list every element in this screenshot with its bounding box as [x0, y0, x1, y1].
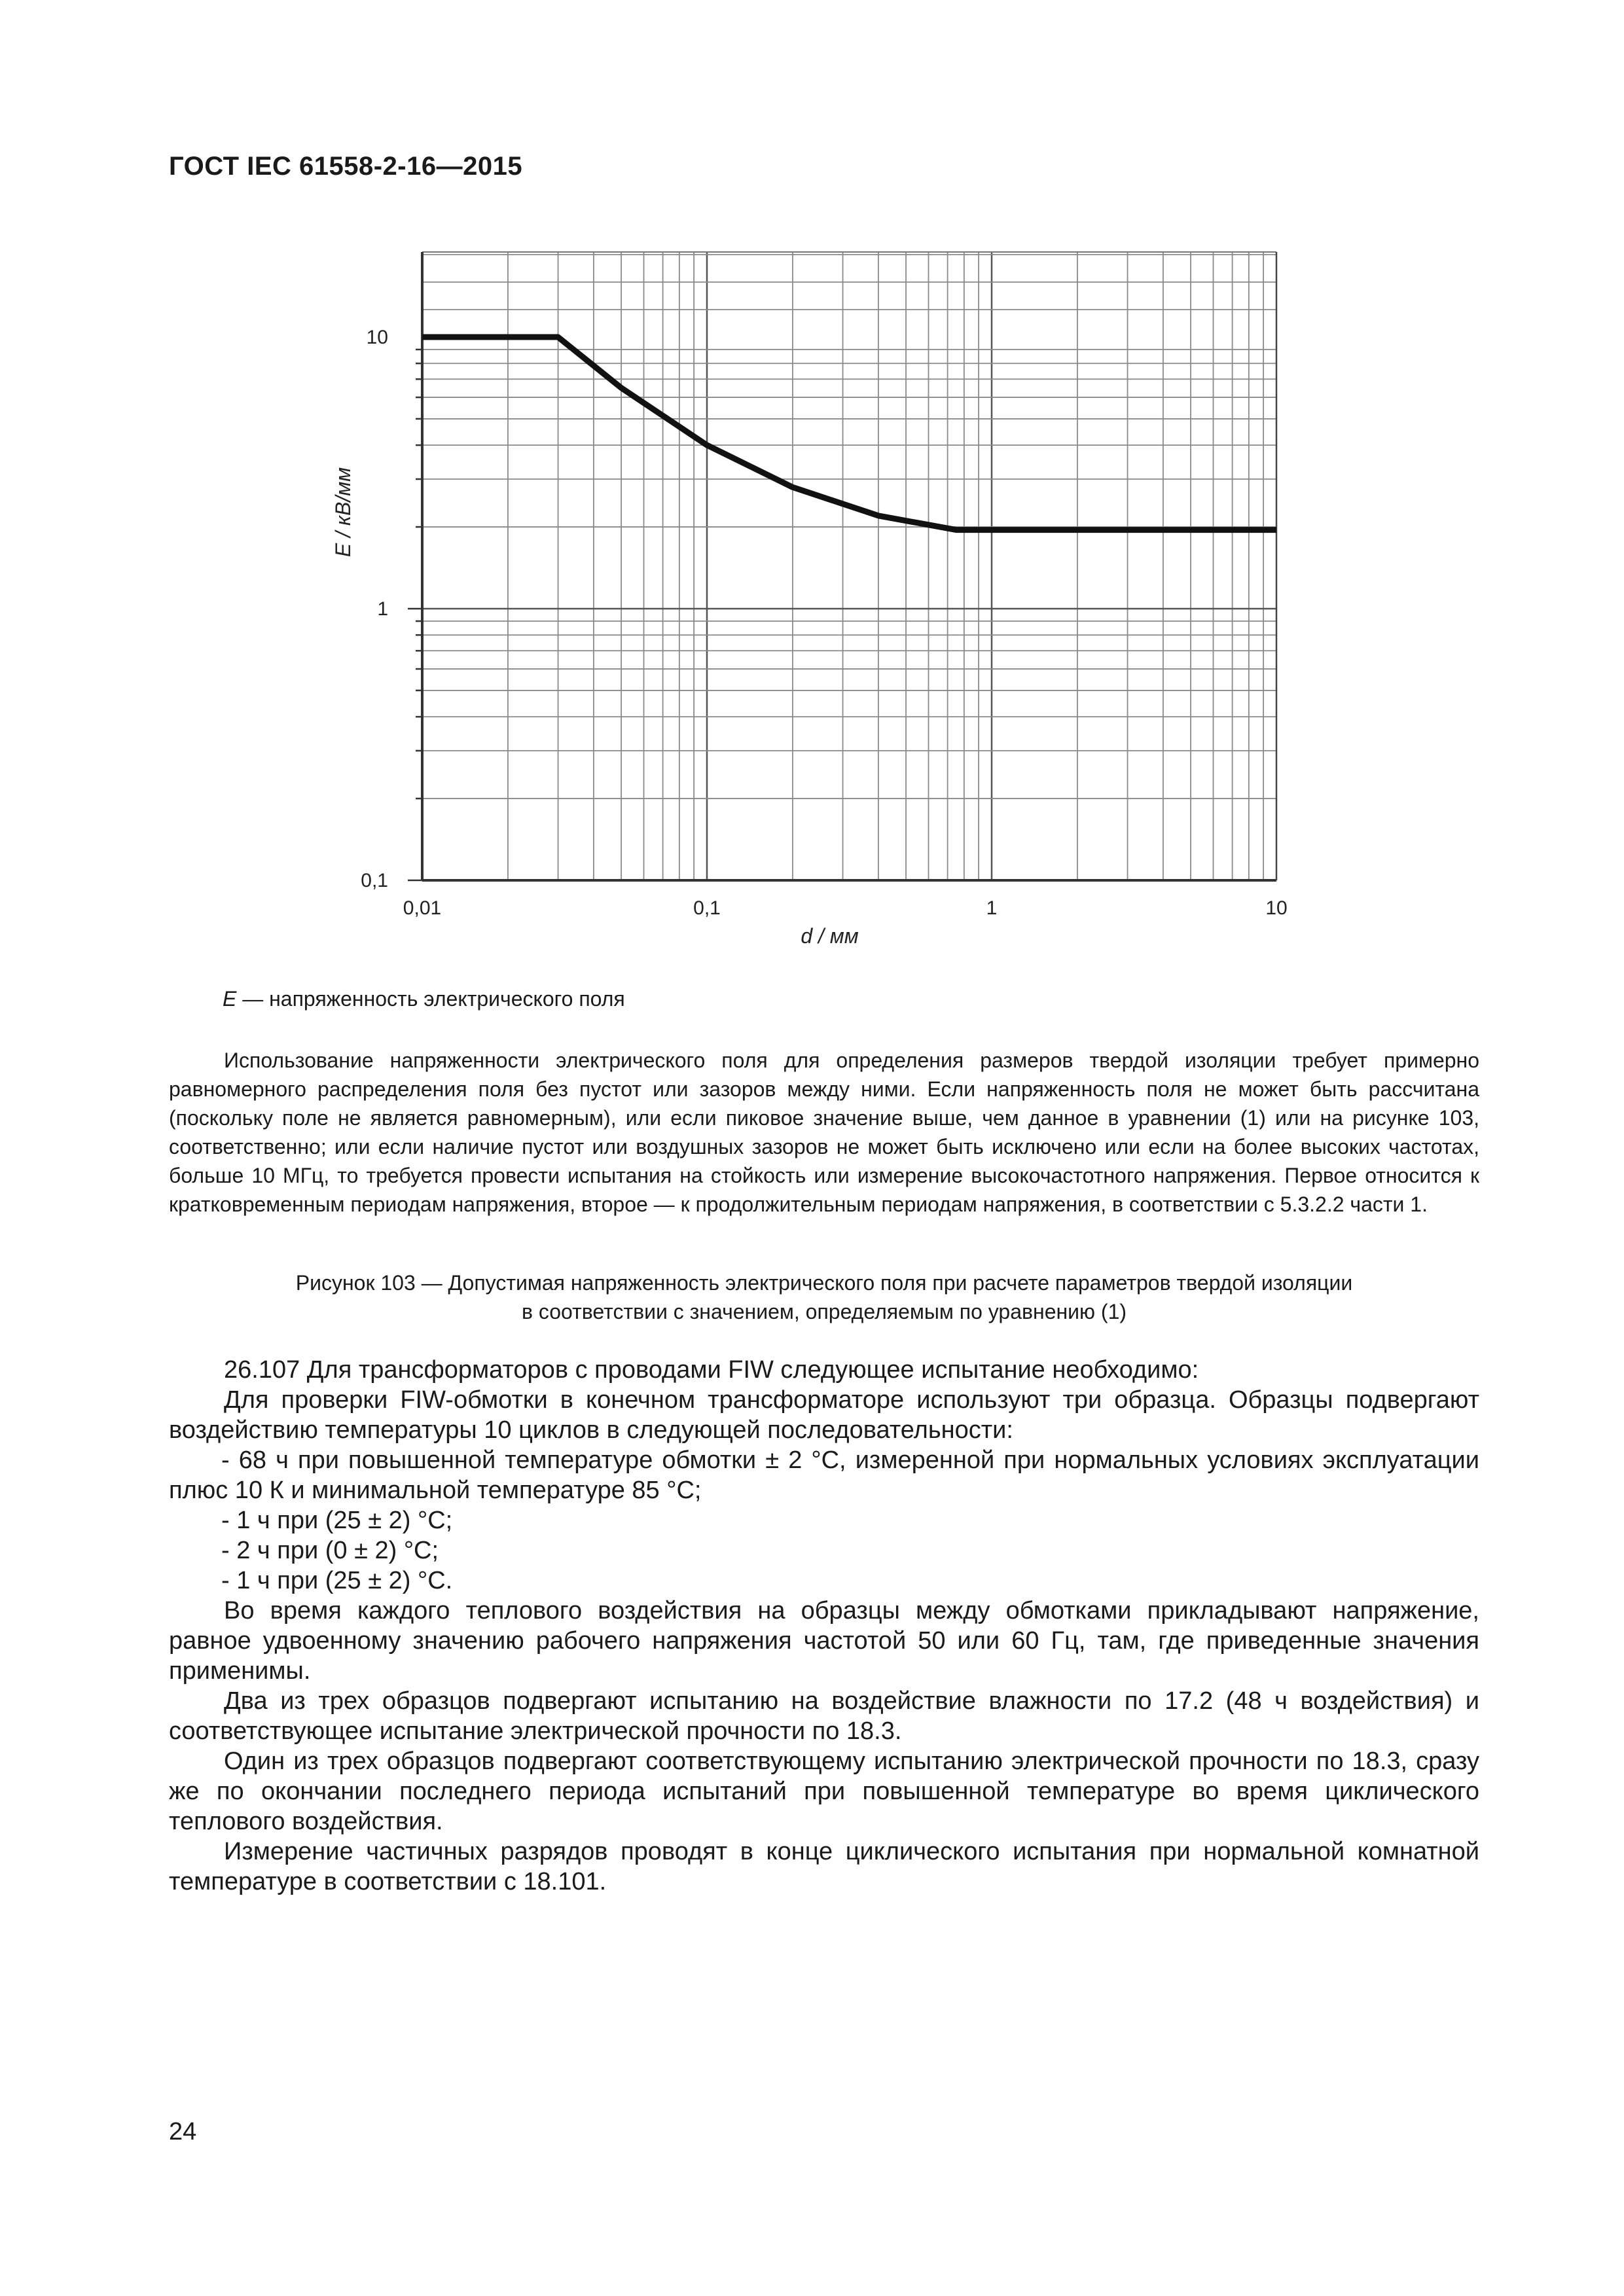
document-header: ГОСТ IEC 61558-2-16—2015 [169, 152, 523, 181]
y-tick-label: 10 [366, 327, 388, 348]
figure-caption [169, 1268, 1479, 1326]
list-item: - 1 ч при (25 ± 2) °С. [221, 1567, 453, 1594]
clause-heading: 26.107 Для трансформаторов с проводами FIW следующее испытание необходимо: [224, 1356, 1199, 1384]
y-axis-label: E / кВ/мм [331, 467, 355, 558]
list-item: - 2 ч при (0 ± 2) °С; [221, 1537, 439, 1564]
paragraph: Один из трех образцов подвергают соответствующему испытанию электрической прочности по 18.3, сразу же по окончании последнего периода испытаний при повышенной температуре во время циклического теплового воздействия. [169, 1748, 1479, 1835]
paragraph: Во время каждого теплового воздействия на образцы между обмотками прикладывают напряжение, равное удвоенному значению рабочего напряжения частотой 50 или 60 Гц, там, где приведенные значения применимы. [169, 1597, 1479, 1685]
y-tick-label: 0,1 [361, 870, 388, 891]
legend-text: — напряженность электрического поля [236, 987, 625, 1011]
chart-legend [223, 987, 625, 1011]
figure-note [169, 1046, 1479, 1219]
paragraph: Для проверки FIW-обмотки в конечном трансформаторе используют три образца. Образцы подвергают воздействию температуры 10 циклов в следующей последовательности: [169, 1386, 1479, 1444]
legend-symbol: E [223, 987, 237, 1011]
caption-line-2: в соответствии с значением, определяемым по уравнению (1) [521, 1300, 1127, 1323]
x-tick-label: 0,01 [403, 897, 442, 919]
body-text [169, 1355, 1479, 1897]
page-number: 24 [169, 2118, 197, 2145]
paragraph: Два из трех образцов подвергают испытанию на воздействие влажности по 17.2 (48 ч воздействия) и соответствующее испытание электрической прочности по 18.3. [169, 1687, 1479, 1745]
list-item: - 1 ч при (25 ± 2) °С; [221, 1507, 453, 1534]
list-item: - 68 ч при повышенной температуре обмотки ± 2 °С, измеренной при нормальных условиях эксплуатации плюс 10 К и минимальной температуре 85 °С; [169, 1446, 1479, 1504]
x-axis-label: d / мм [801, 924, 859, 948]
field-strength-chart [0, 0, 1624, 982]
caption-line-1: Рисунок 103 — Допустимая напряженность электрического поля при расчете параметров твердой изоляции [295, 1271, 1353, 1295]
x-tick-label: 10 [1265, 897, 1288, 919]
x-tick-label: 1 [986, 897, 998, 919]
y-tick-label: 1 [377, 598, 388, 620]
figure-note-text: Использование напряженности электрического поля для определения размеров твердой изоляции требует примерно равномерного распределения поля без пустот или зазоров между ними. Если напряженность поля не может быть рассчитана (поскольку поле не является равномерным), или если пиковое значение выше, чем данное в уравнении (1) или на рисунке 103, соответственно; или если наличие пустот или воздушных зазоров не может быть исключено или если на более высоких частотах, больше 10 МГц, то требуется провести испытания на стойкость или измерение высокочастотного напряжения. Первое относится к кратковременным периодам напряжения, второе — к продолжительным периодам напряжения, в соответствии с 5.3.2.2 части 1. [169, 1049, 1479, 1216]
x-tick-label: 0,1 [693, 897, 721, 919]
series-line-e [422, 337, 1276, 530]
paragraph: Измерение частичных разрядов проводят в конце циклического испытания при нормальной комнатной температуре в соответствии с 18.101. [169, 1838, 1479, 1895]
